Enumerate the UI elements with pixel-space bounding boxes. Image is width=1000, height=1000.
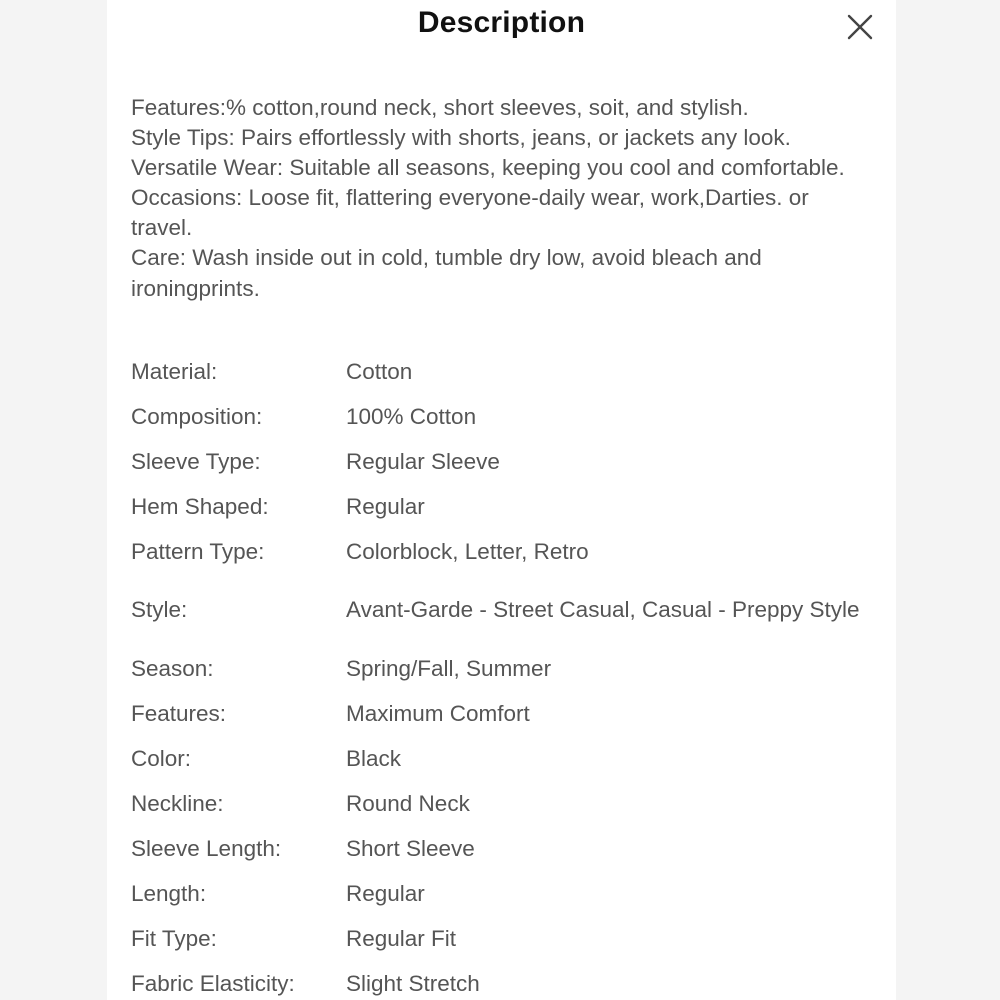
spec-value: Slight Stretch <box>346 970 480 996</box>
description-features: Features:% cotton,round neck, short sleeves, soit, and stylish. <box>131 95 749 120</box>
spec-label: Features: <box>131 700 227 726</box>
spec-row-pattern-type <box>131 529 871 574</box>
spec-value: Regular Sleeve <box>346 448 500 474</box>
spec-value: 100% Cotton <box>346 403 477 429</box>
spec-label: Fabric Elasticity: <box>131 970 295 996</box>
spec-row-sleeve-length <box>131 826 871 871</box>
spec-row-fit-type <box>131 916 871 961</box>
background-right <box>896 0 1000 1000</box>
spec-value: Cotton <box>346 358 413 384</box>
page-title: Description <box>417 6 586 39</box>
spec-label: Style: <box>131 597 188 622</box>
spec-label: Season: <box>131 655 214 681</box>
spec-label: Neckline: <box>131 790 224 816</box>
spec-value: Regular <box>346 493 425 519</box>
spec-row-material <box>131 349 871 394</box>
spec-label: Material: <box>131 358 218 384</box>
spec-value: Short Sleeve <box>346 835 475 861</box>
panel-header <box>107 0 896 60</box>
spec-label: Color: <box>131 745 192 771</box>
spec-label: Sleeve Length: <box>131 835 282 861</box>
description-text <box>131 93 871 304</box>
spec-label: Fit Type: <box>131 925 217 951</box>
spec-row-season <box>131 646 871 691</box>
spec-row-composition <box>131 394 871 439</box>
spec-value: Regular <box>346 880 425 906</box>
spec-row-color <box>131 736 871 781</box>
spec-label: Length: <box>131 880 207 906</box>
spec-row-features <box>131 691 871 736</box>
description-care: Care: Wash inside out in cold, tumble dry low, avoid bleach and ironingprints. <box>131 245 762 301</box>
description-versatile-wear: Versatile Wear: Suitable all seasons, keeping you cool and comfortable. <box>131 155 845 181</box>
description-style-tips: Style Tips: Pairs effortlessly with shorts, jeans, or jackets any look. <box>131 125 791 151</box>
spec-row-style <box>131 574 871 646</box>
spec-row-length <box>131 871 871 916</box>
spec-value: Avant-Garde - Street Casual, Casual - Preppy Style <box>346 597 860 622</box>
spec-value: Black <box>346 745 402 771</box>
spec-row-hem-shaped <box>131 484 871 529</box>
spec-label: Pattern Type: <box>131 538 265 564</box>
spec-label: Composition: <box>131 403 263 429</box>
spec-row-fabric-elasticity <box>131 961 871 1000</box>
description-occasions: Occasions: Loose fit, flattering everyone-daily wear, work,Darties. or travel. <box>131 185 809 241</box>
spec-row-neckline <box>131 781 871 826</box>
spec-label: Hem Shaped: <box>131 493 269 519</box>
spec-label: Sleeve Type: <box>131 448 261 474</box>
spec-table <box>131 349 871 1000</box>
spec-value: Round Neck <box>346 790 470 816</box>
background-left <box>0 0 107 1000</box>
spec-value: Regular Fit <box>346 925 457 951</box>
description-panel <box>107 0 896 1000</box>
spec-value: Maximum Comfort <box>346 700 530 726</box>
spec-value: Spring/Fall, Summer <box>346 655 552 681</box>
close-button[interactable] <box>845 12 875 42</box>
spec-value: Colorblock, Letter, Retro <box>346 538 589 564</box>
close-icon <box>845 12 875 42</box>
spec-row-sleeve-type <box>131 439 871 484</box>
